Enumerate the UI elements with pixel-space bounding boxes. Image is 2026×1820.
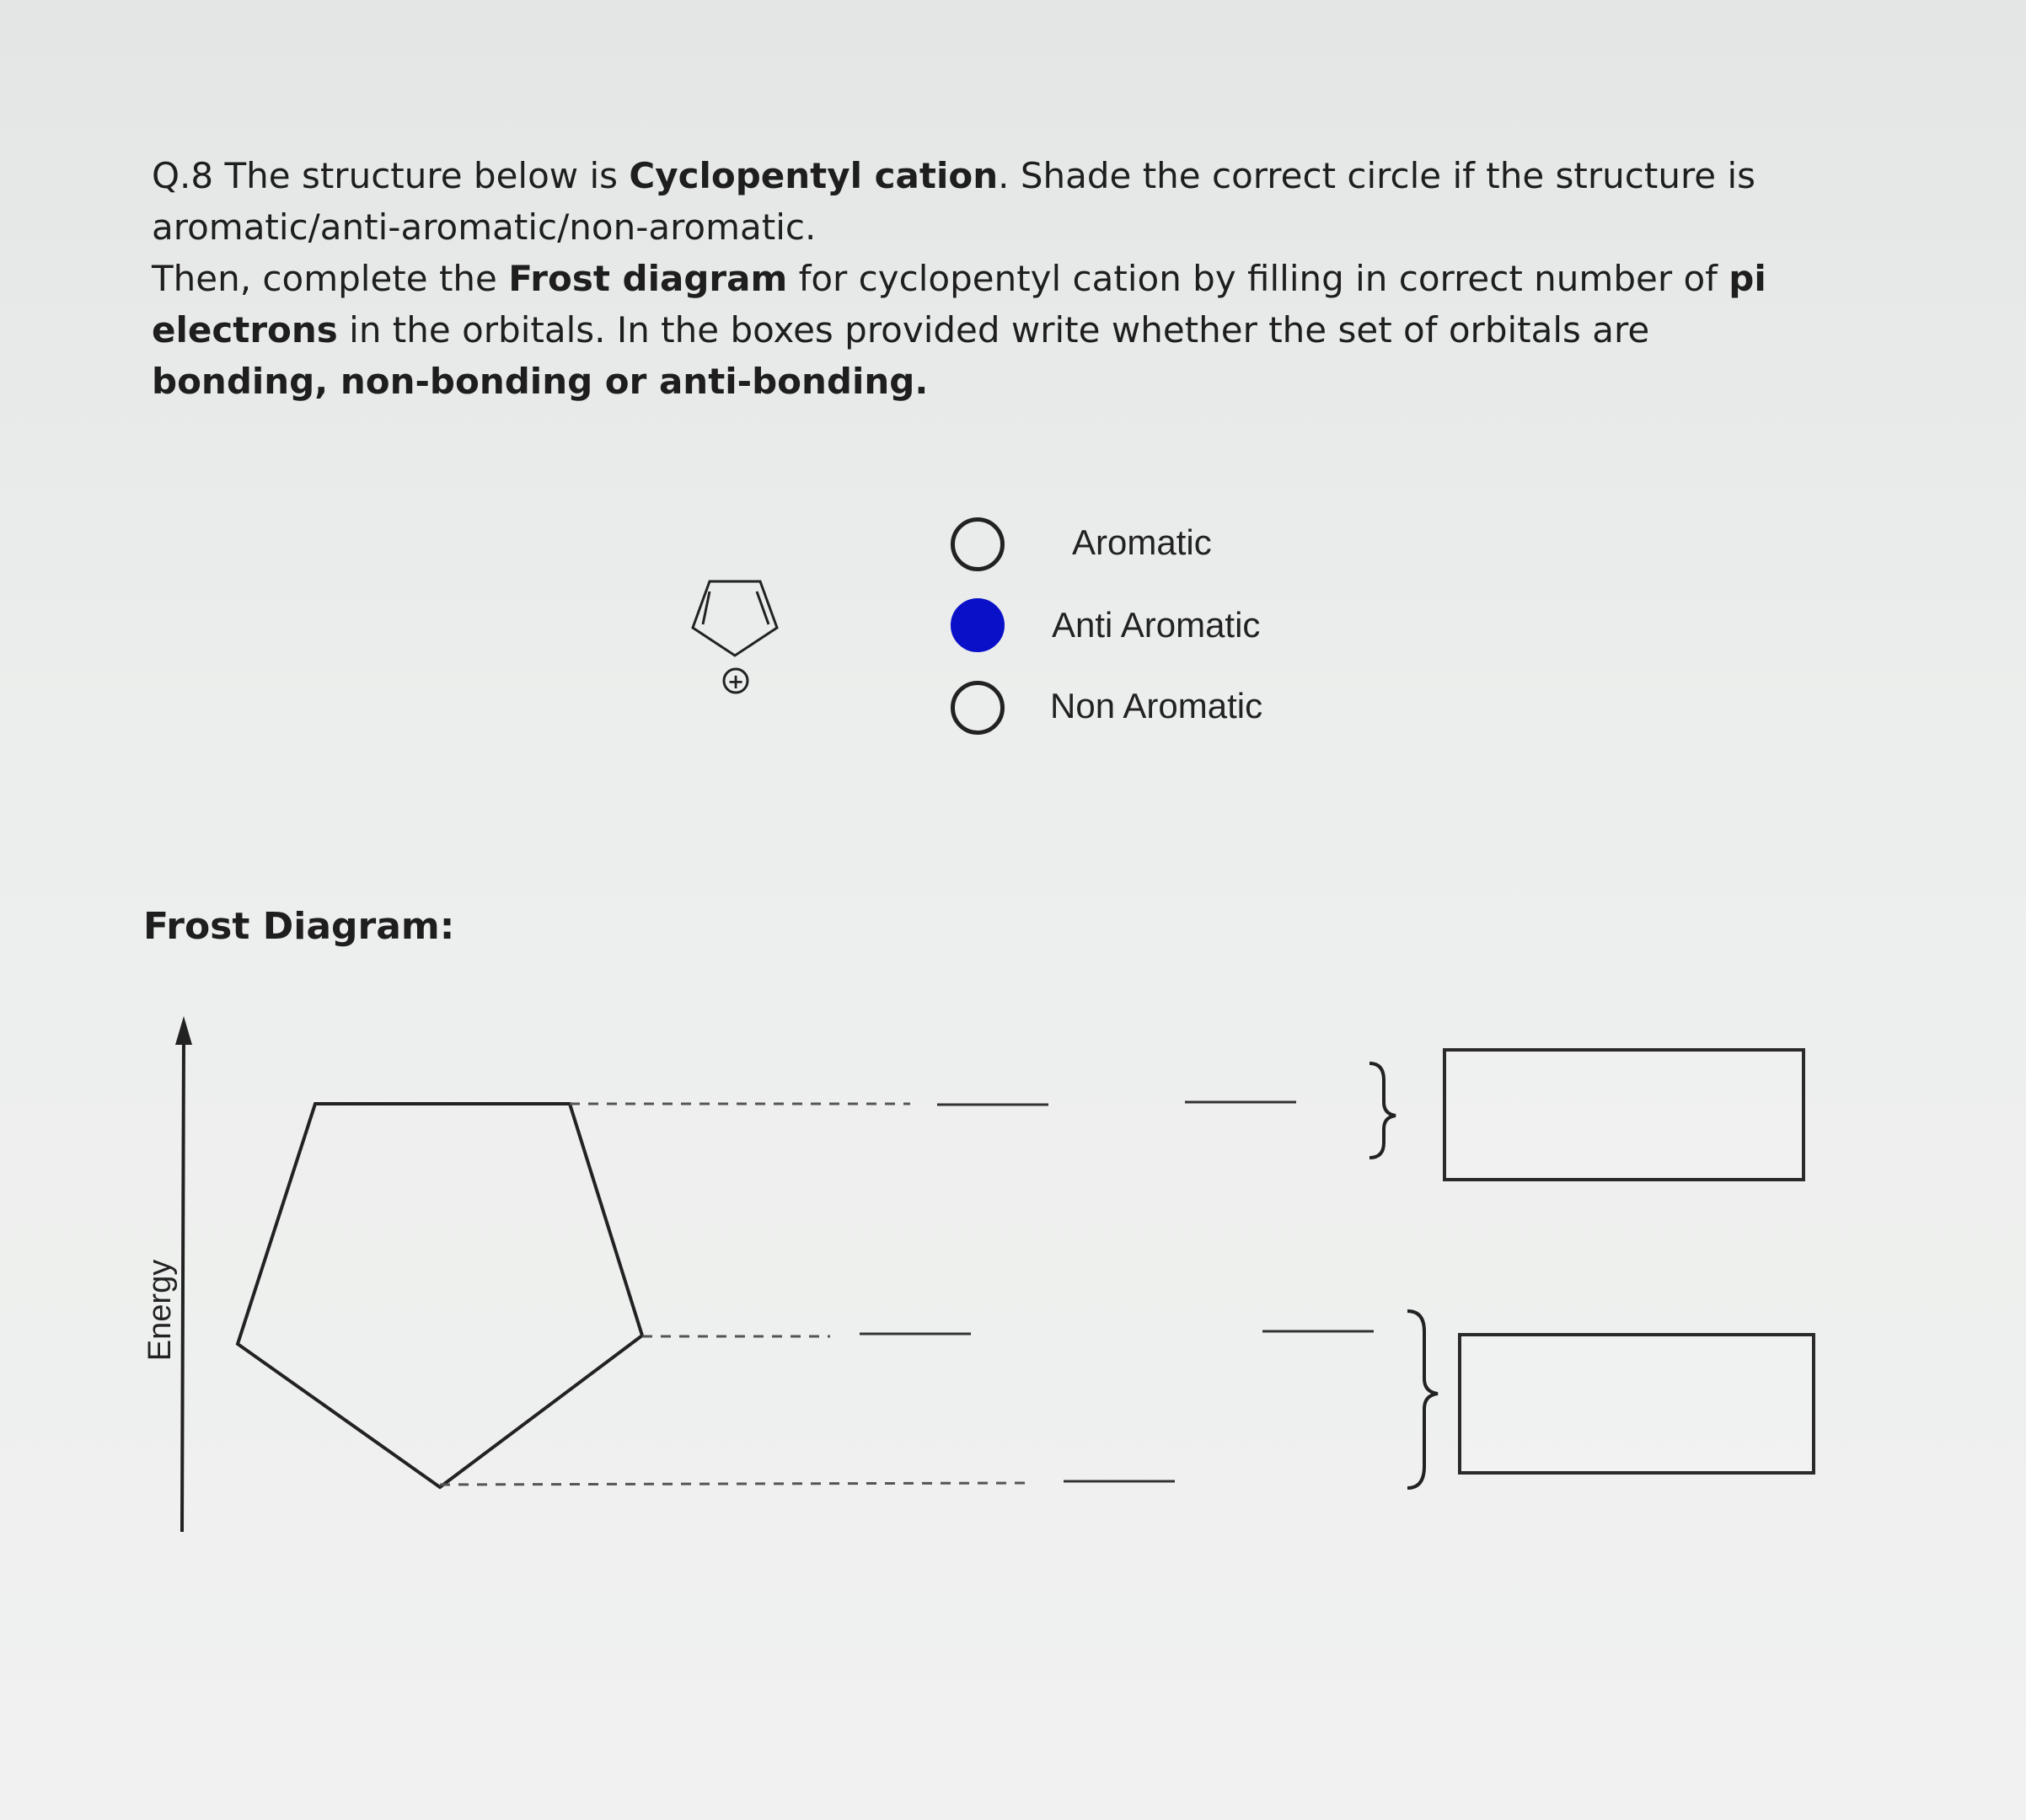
radio-circle-anti-aromatic[interactable] xyxy=(951,598,1005,652)
option-label-aromatic: Aromatic xyxy=(1072,522,1212,562)
question-bold-pi: pi electrons xyxy=(152,258,1766,351)
positive-charge-symbol: + xyxy=(726,670,745,693)
orbital-levels xyxy=(860,1102,1374,1481)
question-text-part: in the orbitals. In the boxes provided write whether the set of orbitals are xyxy=(337,309,1650,351)
energy-axis-line xyxy=(182,1038,184,1532)
question-number: Q.8 xyxy=(152,155,214,196)
guide-line-bottom xyxy=(440,1483,1028,1485)
frost-diagram-title: Frost Diagram: xyxy=(143,905,455,948)
question-text-part: . Shade the correct circle if the structure is aromatic/anti-aromatic/non-aromatic. xyxy=(152,155,1756,248)
question-text-part: Then, complete the xyxy=(152,258,509,299)
option-anti-aromatic[interactable] xyxy=(951,598,1261,652)
answer-box-bottom[interactable] xyxy=(1458,1333,1815,1475)
answer-box-top[interactable] xyxy=(1443,1048,1805,1181)
energy-axis-arrowhead xyxy=(175,1016,192,1045)
question-text-part: The structure below is xyxy=(213,155,630,196)
frost-pentagon xyxy=(238,1104,642,1487)
question-bold-orbital-types: bonding, non-bonding or anti-bonding. xyxy=(152,361,929,402)
option-label-non-aromatic: Non Aromatic xyxy=(1050,686,1263,725)
option-aromatic[interactable] xyxy=(951,517,1212,571)
radio-circle-non-aromatic[interactable] xyxy=(951,681,1005,735)
question-bold-frost: Frost diagram xyxy=(508,258,788,299)
energy-axis-label: Energy xyxy=(142,1259,178,1362)
brace-bottom xyxy=(1407,1311,1438,1488)
brace-top xyxy=(1369,1063,1396,1158)
option-label-anti-aromatic: Anti Aromatic xyxy=(1052,605,1261,645)
guide-lines xyxy=(440,1104,1028,1485)
question-bold-structure: Cyclopentyl cation xyxy=(629,155,999,196)
energy-axis xyxy=(175,1016,192,1532)
ring-outline xyxy=(693,581,777,656)
radio-circle-aromatic[interactable] xyxy=(951,517,1005,571)
question-text-part: for cyclopentyl cation by filling in correct number of xyxy=(787,258,1729,299)
option-non-aromatic[interactable] xyxy=(951,681,1263,735)
